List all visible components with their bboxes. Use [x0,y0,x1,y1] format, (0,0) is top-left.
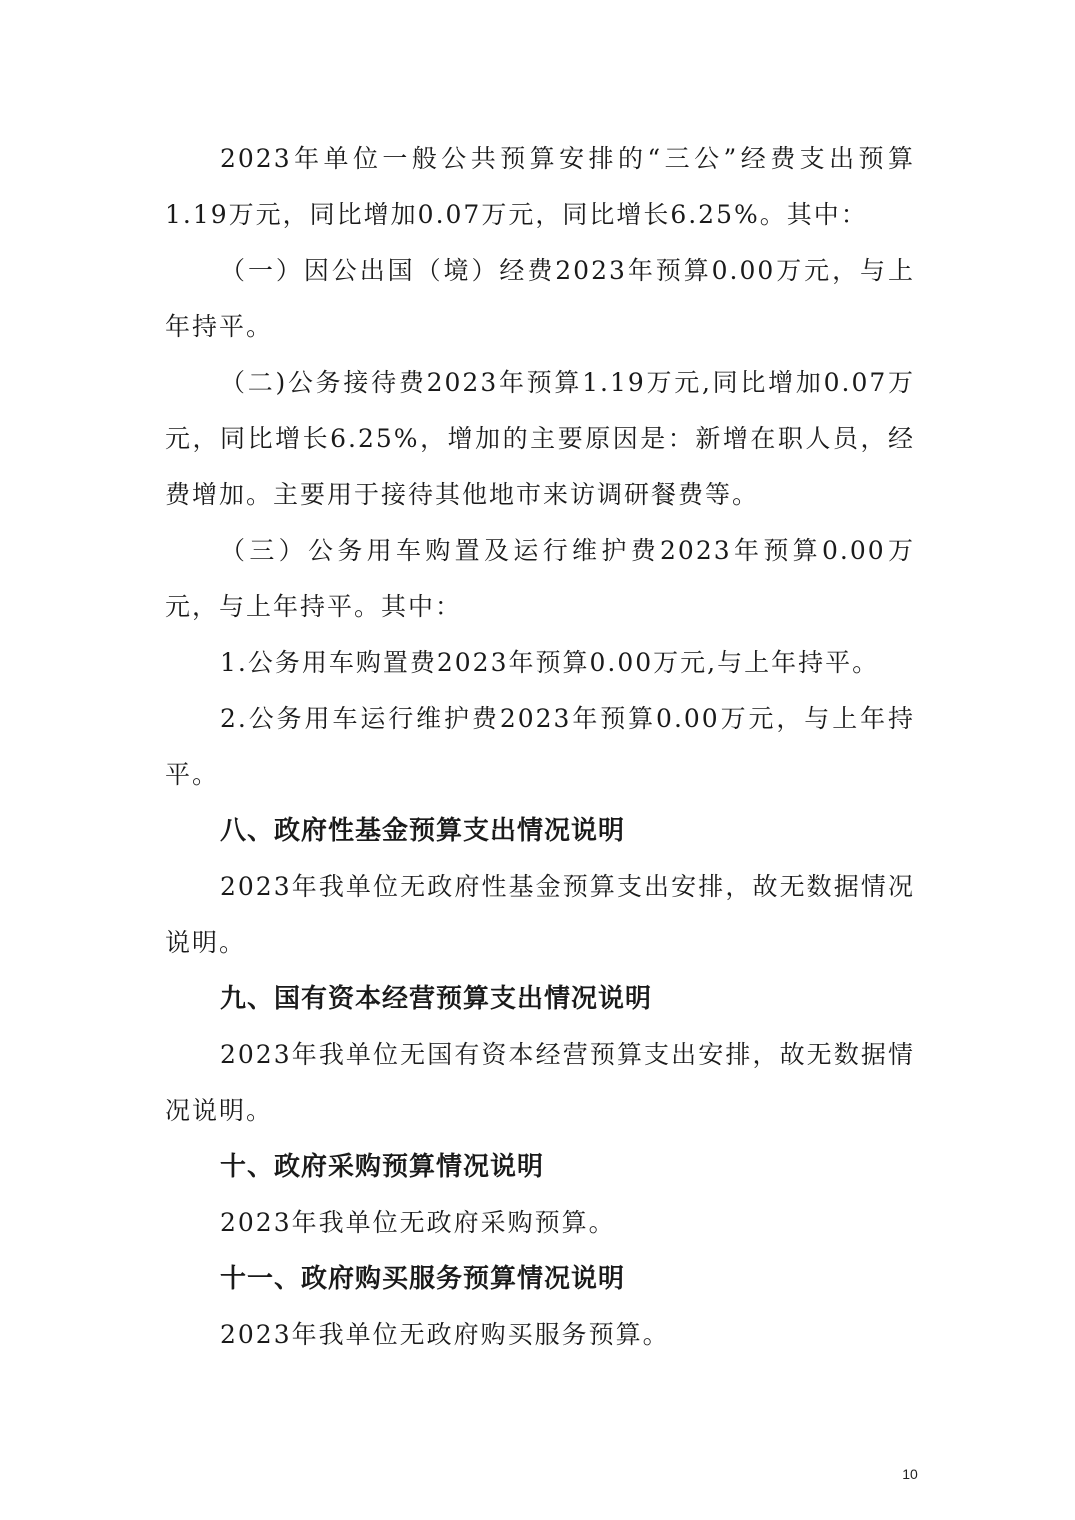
paragraph-vehicle-maintenance: 2.公务用车运行维护费2023年预算0.00万元，与上年持平。 [165,704,915,789]
paragraph-vehicle-expenses: （三）公务用车购置及运行维护费2023年预算0.00万元，与上年持平。其中： [165,536,915,621]
page-number: 10 [902,1466,918,1482]
paragraph-reception-expenses: （二)公务接待费2023年预算1.19万元,同比增加0.07万元，同比增长6.25%，增加的主要原因是：新增在职人员，经费增加。主要用于接待其他地市来访调研餐费等。 [165,368,915,509]
section-body-government-fund: 2023年我单位无政府性基金预算支出安排，故无数据情况说明。 [165,872,915,957]
paragraph-vehicle-purchase: 1.公务用车购置费2023年预算0.00万元,与上年持平。 [220,648,880,677]
section-heading-procurement: 十、政府采购预算情况说明 [220,1152,545,1182]
section-heading-government-fund: 八、政府性基金预算支出情况说明 [220,816,626,846]
document-body [165,131,915,1363]
section-heading-purchased-services: 十一、政府购买服务预算情况说明 [220,1264,626,1294]
section-heading-state-capital: 九、国有资本经营预算支出情况说明 [220,984,653,1014]
paragraph-overseas-travel: （一）因公出国（境）经费2023年预算0.00万元，与上年持平。 [165,256,915,341]
section-body-purchased-services: 2023年我单位无政府购买服务预算。 [220,1320,670,1349]
section-body-procurement: 2023年我单位无政府采购预算。 [220,1208,616,1237]
paragraph-three-public-expenses: 2023年单位一般公共预算安排的“三公”经费支出预算1.19万元，同比增加0.07万元，同比增长6.25%。其中： [165,144,915,229]
section-body-state-capital: 2023年我单位无国有资本经营预算支出安排，故无数据情况说明。 [165,1040,915,1125]
